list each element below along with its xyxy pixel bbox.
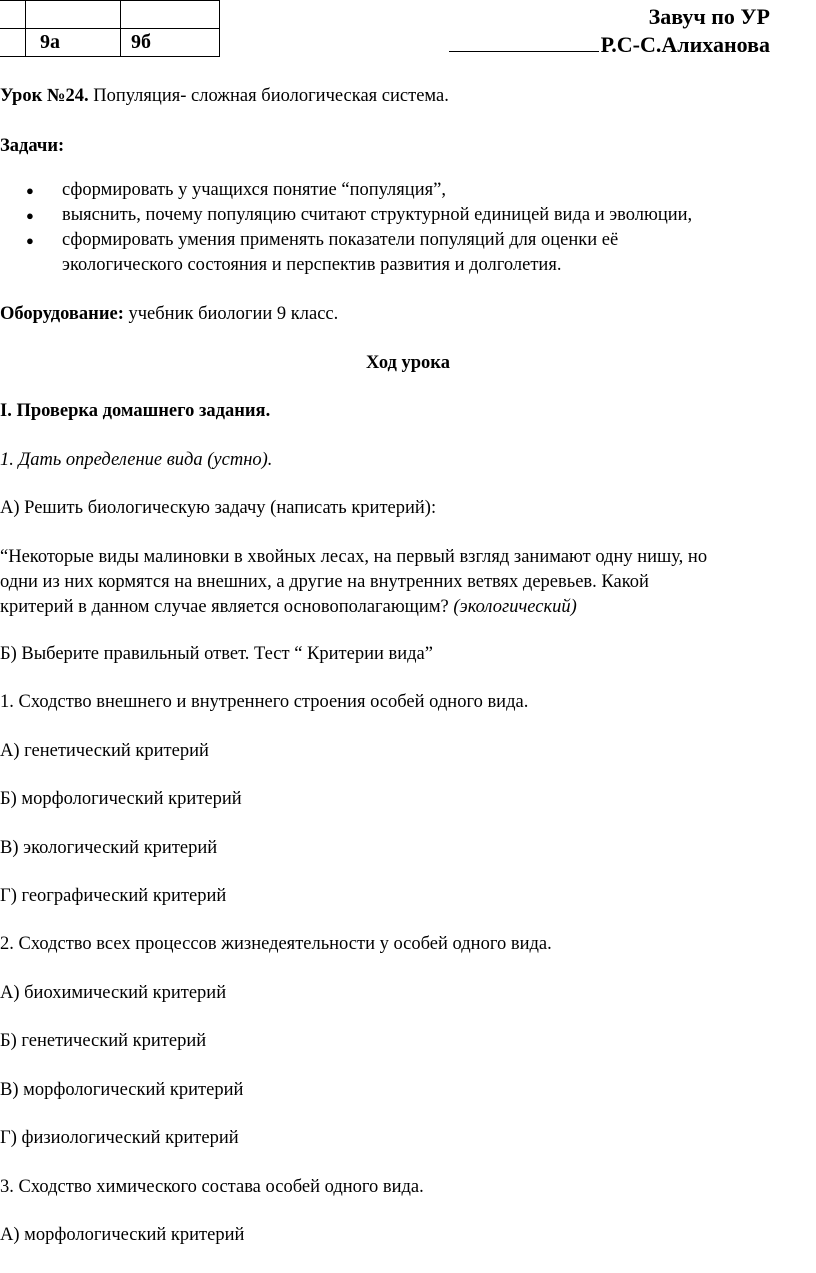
- class-table-cell: [26, 1, 121, 29]
- problem-text: [0, 545, 790, 620]
- lesson-title: [0, 84, 790, 109]
- problem-line: “Некоторые виды малиновки в хвойных лесах, на первый взгляд занимают одну нишу, но: [0, 547, 708, 567]
- test-option: Г) географический критерий: [0, 886, 227, 906]
- test-question: 3. Сходство химического состава особей одного вида.: [0, 1177, 424, 1197]
- bullet-icon: ●: [26, 183, 34, 198]
- test-option: В) экологический критерий: [0, 838, 218, 858]
- class-table-cell: [0, 1, 26, 29]
- lesson-label: Урок №24.: [0, 86, 89, 106]
- problem-line: одни из них кормятся на внешних, а другие на внутренних ветвях деревьев. Какой: [0, 572, 649, 592]
- test-question: 2. Сходство всех процессов жизнедеятельности у особей одного вида.: [0, 934, 552, 954]
- class-table-row: [0, 1, 220, 29]
- problem-line: критерий в данном случае является основополагающим?: [0, 597, 454, 617]
- test-option: А) биохимический критерий: [0, 983, 227, 1003]
- approver-signature: [449, 32, 770, 58]
- signature-line: [449, 33, 599, 52]
- test-option: В) морфологический критерий: [0, 1080, 244, 1100]
- equipment: [0, 302, 790, 327]
- task-text: сформировать у учащихся понятие “популяция”,: [62, 180, 446, 200]
- class-table-row: [0, 29, 220, 57]
- course-heading: Ход урока: [366, 353, 450, 373]
- approver-name: Р.С-С.Алиханова: [600, 32, 770, 57]
- bullet-icon: ●: [26, 208, 34, 223]
- task-a: А) Решить биологическую задачу (написать критерий):: [0, 498, 437, 518]
- section-heading: I. Проверка домашнего задания.: [0, 401, 271, 421]
- equipment-text: учебник биологии 9 класс.: [123, 304, 339, 324]
- task-b: Б) Выберите правильный ответ. Тест “ Критерии вида”: [0, 644, 433, 664]
- class-table-cell: [0, 29, 26, 57]
- test-option: А) генетический критерий: [0, 741, 209, 761]
- test-question: 1. Сходство внешнего и внутреннего строения особей одного вида.: [0, 692, 529, 712]
- test-option: Б) генетический критерий: [0, 1031, 207, 1051]
- problem-answer: (экологический): [453, 597, 577, 617]
- list-item: [26, 228, 692, 278]
- task-text: выяснить, почему популяцию считают структурной единицей вида и эволюции,: [62, 205, 693, 225]
- tasks-heading: Задачи:: [0, 136, 65, 156]
- bullet-icon: ●: [26, 233, 34, 248]
- approver-title: Завуч по УР: [648, 4, 770, 29]
- class-table-cell: [121, 1, 220, 29]
- test-option: Б) морфологический критерий: [0, 789, 242, 809]
- test-option: Г) физиологический критерий: [0, 1128, 239, 1148]
- lesson-topic: Популяция- сложная биологическая система.: [93, 86, 449, 106]
- list-item: [26, 203, 692, 228]
- task-text-continued: экологического состояния и перспектив развития и долголетия.: [62, 255, 562, 275]
- class-table: [0, 0, 220, 57]
- task-oral: 1. Дать определение вида (устно).: [0, 450, 273, 470]
- class-table-cell: 9б: [121, 29, 220, 57]
- task-text: сформировать умения применять показатели популяций для оценки её: [62, 230, 619, 250]
- class-table-cell: 9а: [26, 29, 121, 57]
- test-option: А) морфологический критерий: [0, 1225, 245, 1245]
- list-item: [26, 178, 692, 203]
- tasks-list: [26, 178, 692, 278]
- equipment-label: Оборудование:: [0, 304, 124, 324]
